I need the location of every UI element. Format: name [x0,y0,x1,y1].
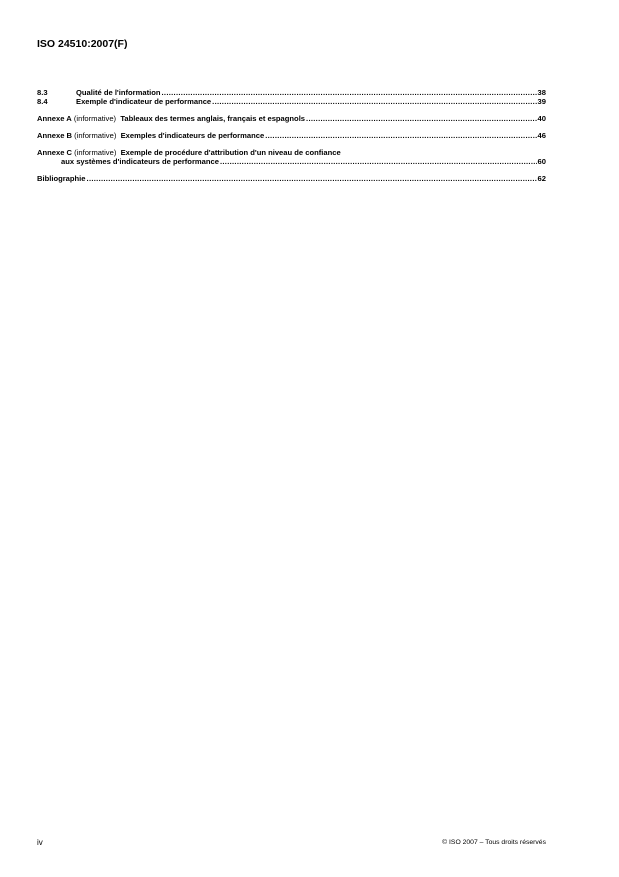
toc-entry-8-4[interactable] [37,97,546,106]
toc-entry-number: 8.3 [37,88,48,97]
copyright-notice: © ISO 2007 – Tous droits réservés [442,839,546,846]
annex-kind: (informative) [74,131,117,140]
annex-kind: (informative) [73,114,117,123]
spacer [37,140,546,148]
toc-entry-annex-a[interactable] [37,114,546,123]
spacer [37,106,546,114]
spacer [37,123,546,131]
toc-entry-number: 8.4 [37,97,48,106]
dot-leader [220,157,537,166]
document-id: ISO 24510:2007(F) [37,38,128,50]
toc-entry-page: 46 [537,131,546,140]
spacer [37,166,546,174]
dot-leader [306,114,537,123]
toc-entry-page: 39 [537,97,546,106]
dot-leader [162,88,537,97]
toc-entry-bibliography[interactable] [37,174,546,183]
toc-entry-page: 60 [537,157,546,166]
toc-entry-page: 62 [537,174,546,183]
annex-title: Tableaux des termes anglais, français et espagnols [120,114,306,123]
toc-entry-title: Exemple d'indicateur de performance [76,97,212,106]
dot-leader [212,97,536,106]
annex-label: Annexe A [37,114,72,123]
toc-entry-page: 38 [537,88,546,97]
toc-entry-annex-c[interactable] [37,148,546,166]
annex-title: Exemples d'indicateurs de performance [120,131,265,140]
toc-entry-page: 40 [537,114,546,123]
toc-entry-annex-b[interactable] [37,131,546,140]
annex-kind: (informative) [74,148,117,157]
toc-entry-8-3[interactable] [37,88,546,97]
page-number: iv [37,838,43,847]
annex-title-line-1: Exemple de procédure d'attribution d'un niveau de confiance [120,148,341,157]
toc-entry-title: Qualité de l'information [76,88,161,97]
table-of-contents [37,88,546,183]
dot-leader [265,131,536,140]
annex-label: Annexe B [37,131,73,140]
bibliography-title: Bibliographie [37,174,86,183]
annex-title-line-2: aux systèmes d'indicateurs de performance [61,157,219,166]
dot-leader [87,174,537,183]
annex-label: Annexe C [37,148,73,157]
